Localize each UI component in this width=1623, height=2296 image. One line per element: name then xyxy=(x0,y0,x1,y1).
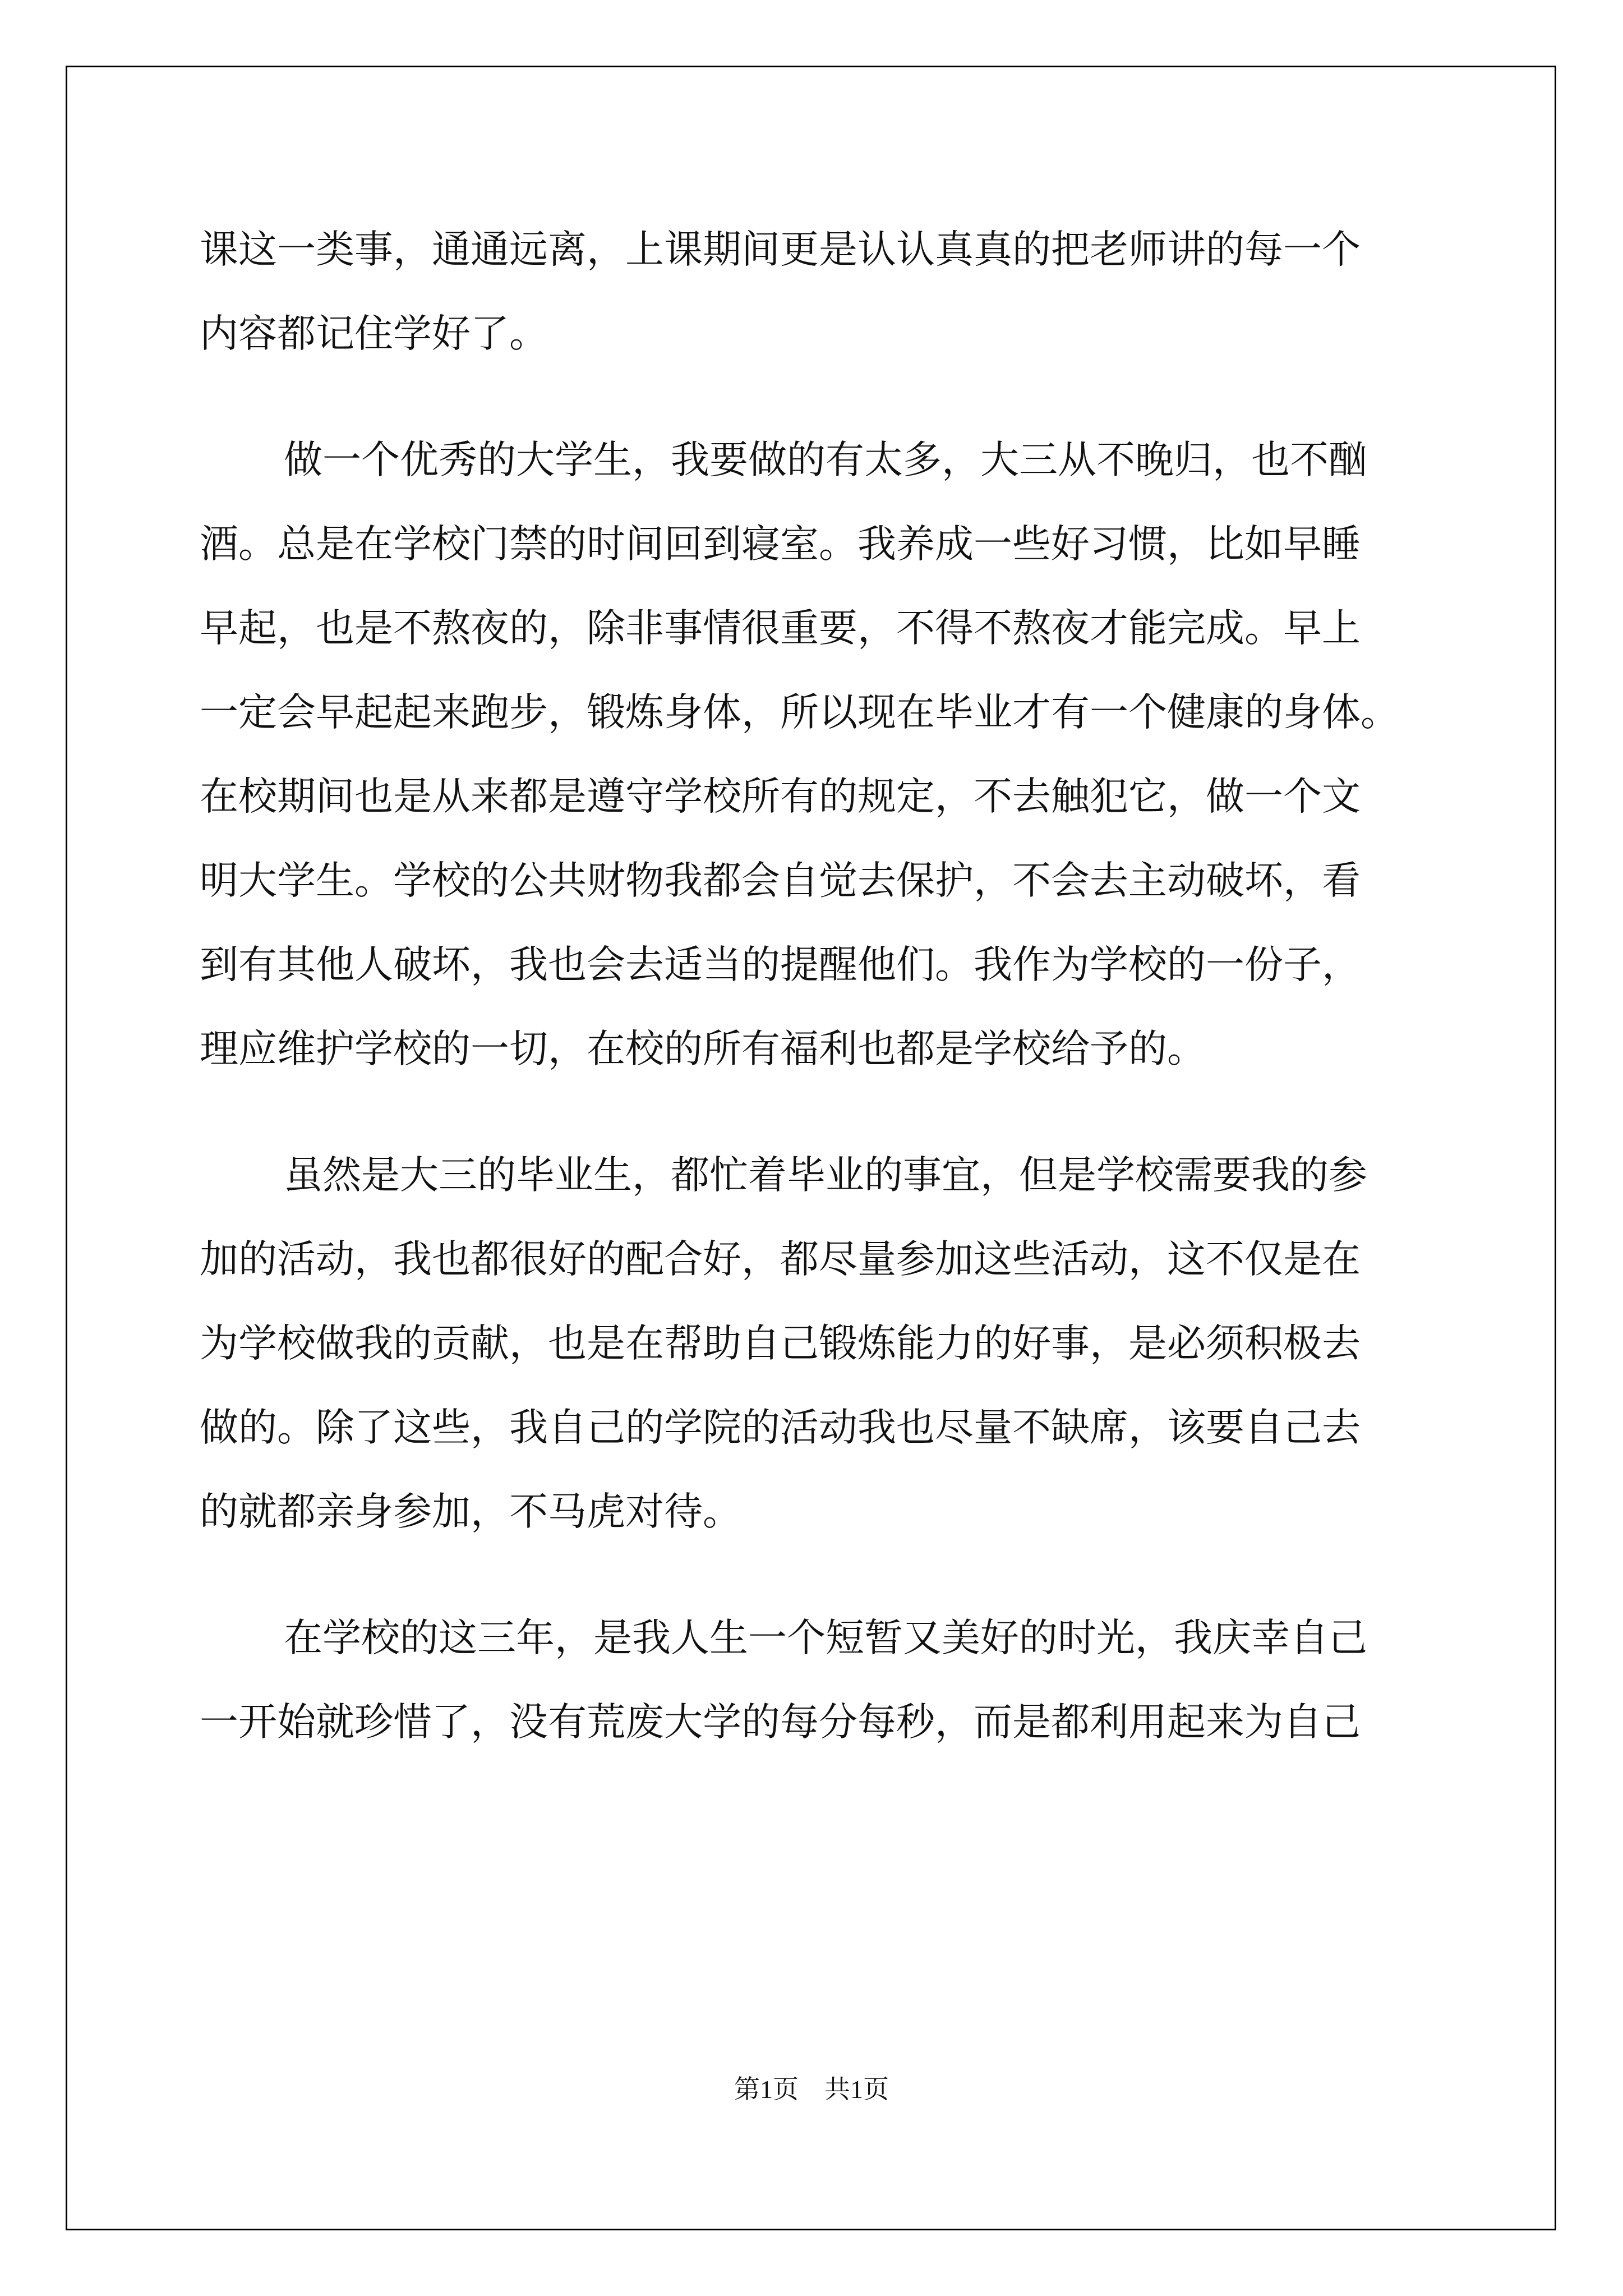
text-line: 为学校做我的贡献，也是在帮助自己锻炼能力的好事，是必须积极去 xyxy=(200,1321,1361,1366)
paragraph-first-line: 做一个优秀的大学生，我要做的有太多，大三从不晚归，也不酗 xyxy=(284,438,1367,482)
text-line: 明大学生。学校的公共财物我都会自觉去保护，不会去主动破坏，看 xyxy=(200,858,1361,903)
paragraph-first-line: 虽然是大三的毕业生，都忙着毕业的事宜，但是学校需要我的参 xyxy=(284,1153,1367,1198)
text-line: 课这一类事，通通远离，上课期间更是认认真真的把老师讲的每一个 xyxy=(200,227,1361,272)
text-line: 理应维护学校的一切，在校的所有福利也都是学校给予的。 xyxy=(200,1027,1206,1071)
page-number: 第1页 共1页 xyxy=(734,2075,889,2104)
text-line: 加的活动，我也都很好的配合好，都尽量参加这些活动，这不仅是在 xyxy=(200,1237,1361,1282)
text-line: 在校期间也是从来都是遵守学校所有的规定，不去触犯它，做一个文 xyxy=(200,774,1361,819)
text-line: 一开始就珍惜了，没有荒废大学的每分每秒，而是都利用起来为自己 xyxy=(200,1700,1361,1745)
document-body xyxy=(200,208,1439,1764)
text-line: 到有其他人破坏，我也会去适当的提醒他们。我作为学校的一份子， xyxy=(200,942,1361,987)
page-footer xyxy=(0,2073,1623,2106)
text-line: 的就都亲身参加，不马虎对待。 xyxy=(200,1489,741,1534)
text-line: 酒。总是在学校门禁的时间回到寝室。我养成一些好习惯，比如早睡 xyxy=(200,522,1361,567)
paragraph-first-line: 在学校的这三年，是我人生一个短暂又美好的时光，我庆幸自己 xyxy=(284,1616,1367,1660)
text-line: 做的。除了这些，我自己的学院的活动我也尽量不缺席，该要自己去 xyxy=(200,1405,1361,1450)
text-line: 早起，也是不熬夜的，除非事情很重要，不得不熬夜才能完成。早上 xyxy=(200,606,1361,651)
text-line: 内容都记住学好了。 xyxy=(200,311,548,356)
text-line: 一定会早起起来跑步，锻炼身体，所以现在毕业才有一个健康的身体。 xyxy=(200,690,1399,735)
